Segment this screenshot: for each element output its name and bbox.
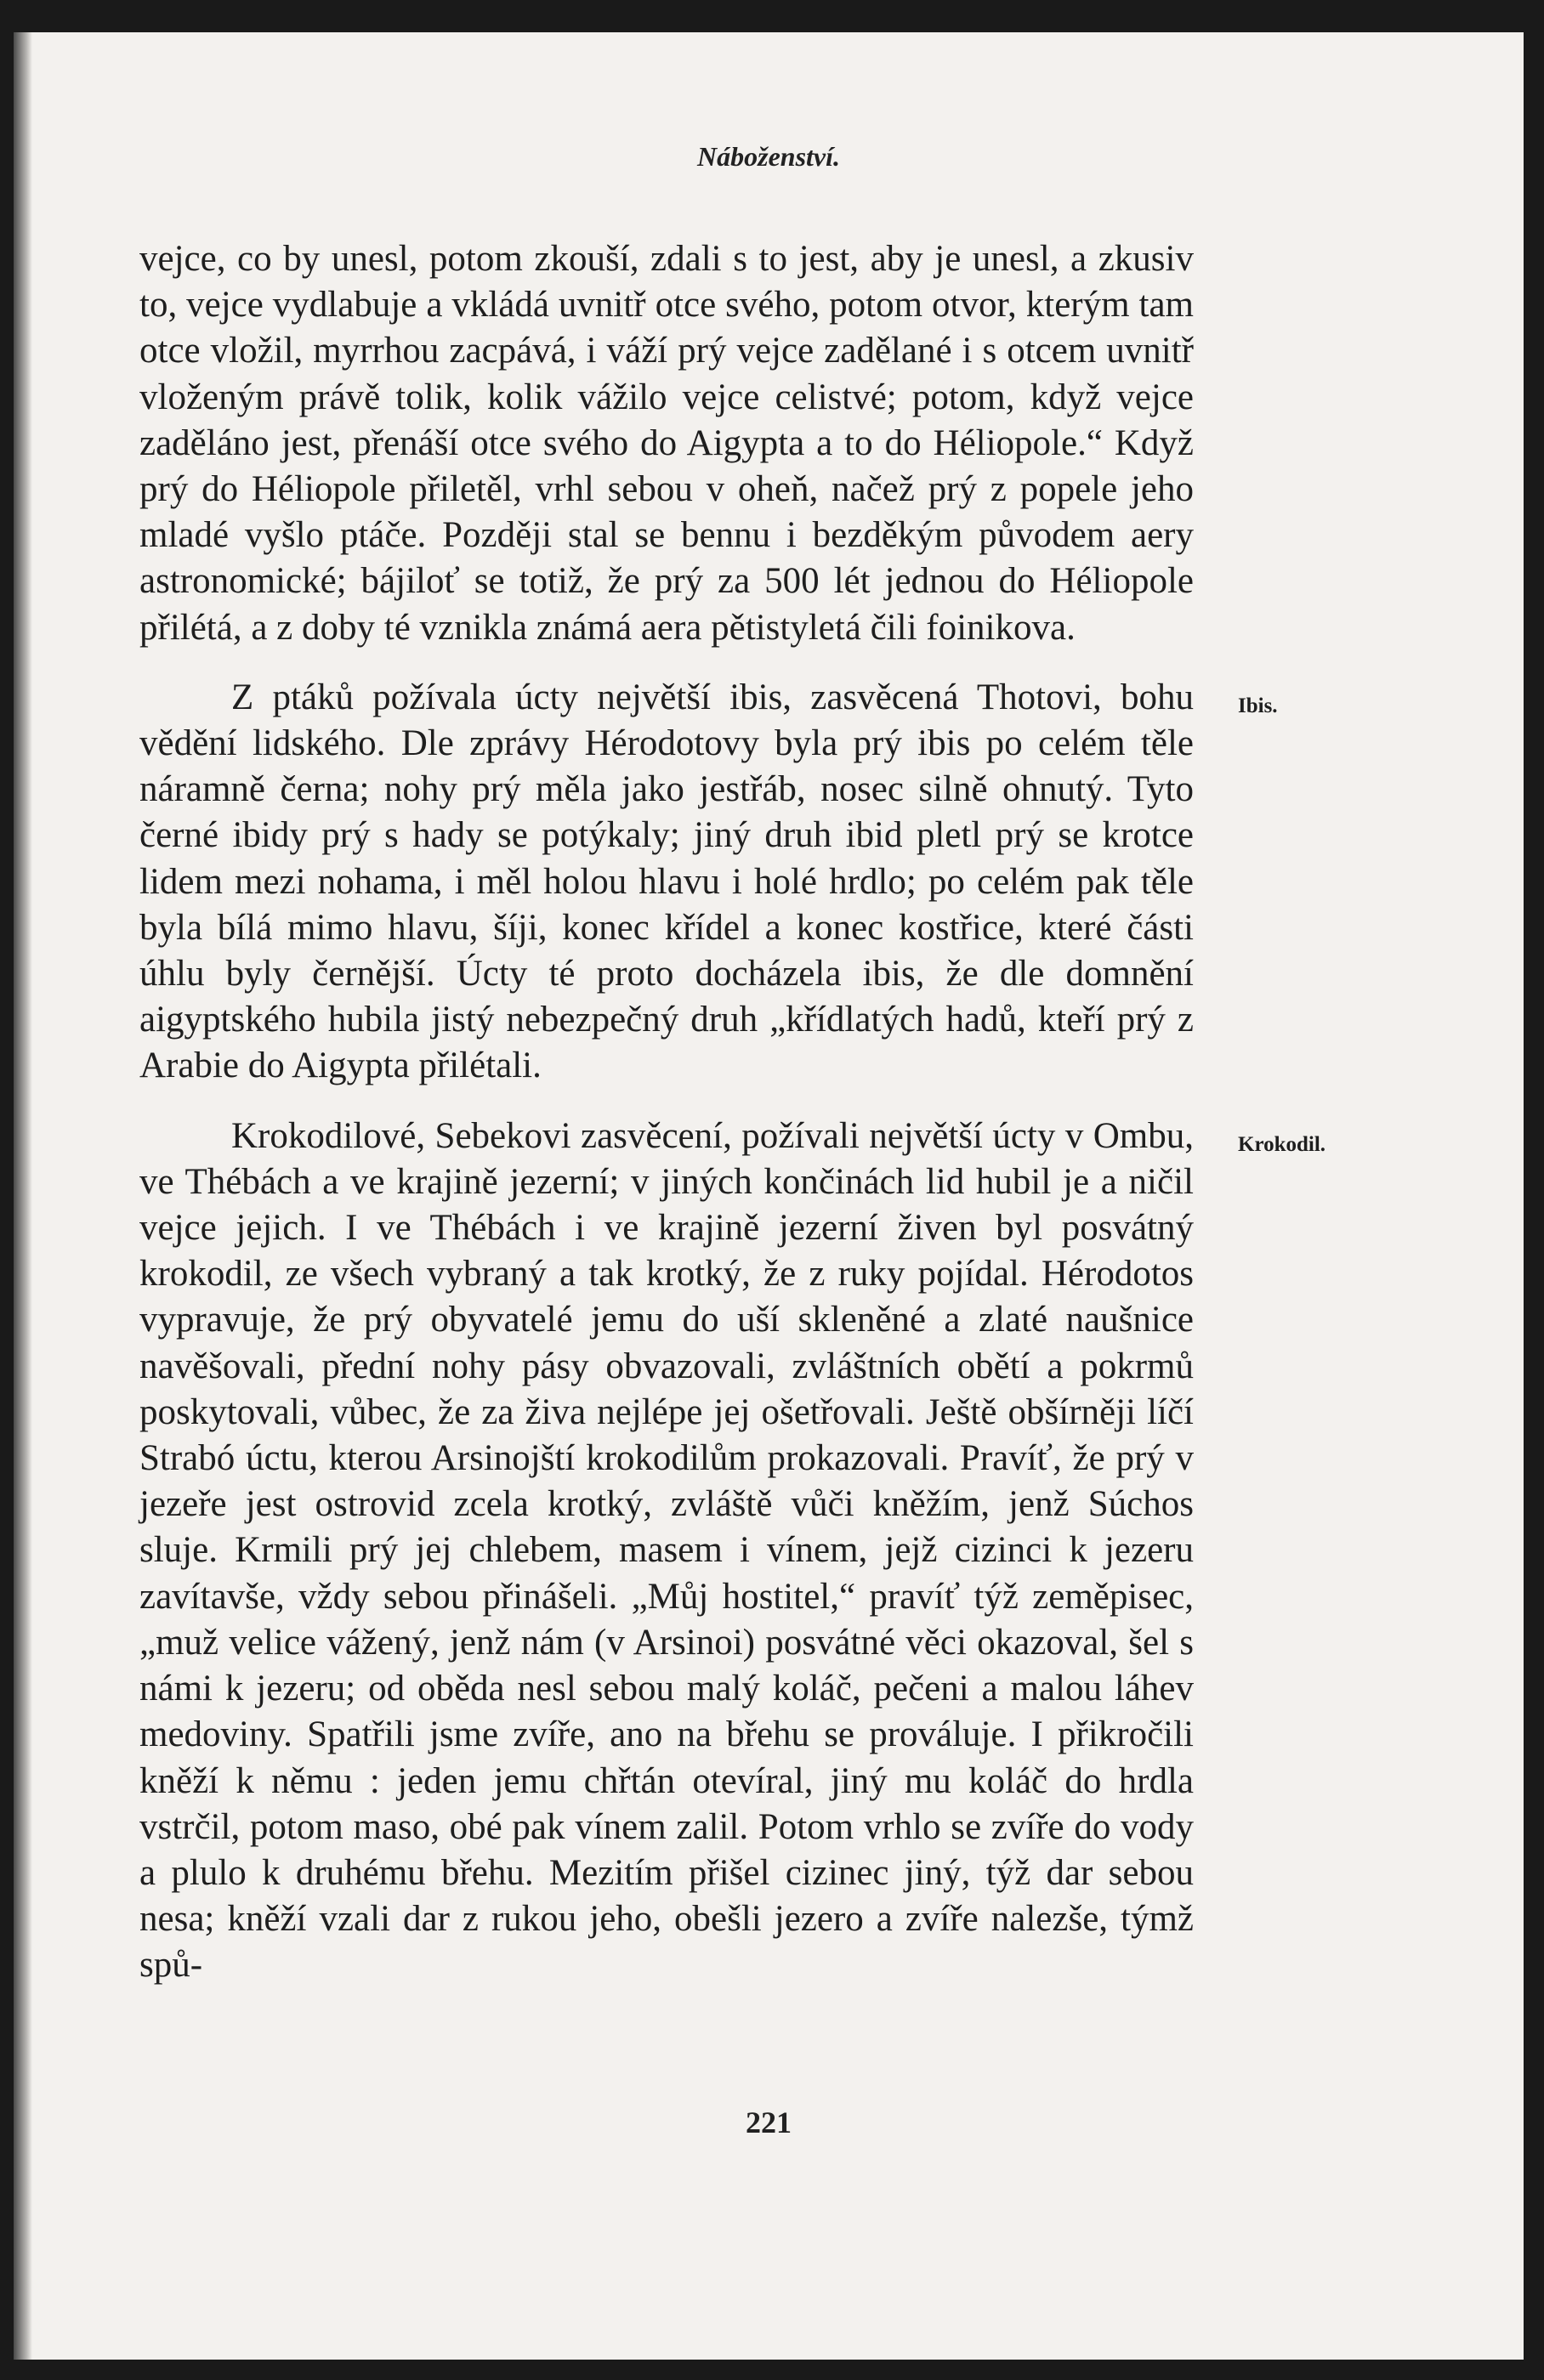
paragraph-block — [139, 236, 1194, 651]
sidenote-ibis: Ibis. — [1238, 694, 1278, 717]
sidenote-krokodil: Krokodil. — [1238, 1132, 1326, 1156]
page-gutter-shadow — [14, 32, 32, 2360]
book-page — [14, 32, 1524, 2360]
paragraph-block — [139, 675, 1278, 1090]
paragraph-block — [139, 1114, 1326, 1989]
paragraph-2: Z ptáků požívala úcty největší ibis, zasvěcená Thotovi, bohu vědění lidského. Dle zprávy Hérodotovy byla prý ibis po celém těle náramně černa; nohy prý měla jako jestřáb, nosec silně ohnutý. Tyto černé ibidy prý s hady se potýkaly; jiný druh ibid pletl prý se krotce lidem mezi nohama, i měl holou hlavu i holé hrdlo; po celém pak těle byla bílá mimo hlavu, šíji, konec křídel a konec kostřice, které části úhlu byly černější. Úcty té proto docházela ibis, že dle domnění aigyptského hubila jistý nebezpečný druh „křídlatých hadů, kteří prý z Arabie do Aigypta přilétali. — [139, 677, 1194, 1086]
page-number: 221 — [746, 2105, 792, 2139]
paragraph-3: Krokodilové, Sebekovi zasvěcení, požívali největší úcty v Ombu, ve Thébách a ve krajině jezerní; v jiných končinách lid hubil je a ničil vejce jejich. I ve Thébách i ve krajině jezerní živen byl posvátný krokodil, ze všech vybraný a tak krotký, že z ruky pojídal. Hérodotos vypravuje, že prý obyvatelé jemu do uší skleněné a zlaté naušnice navěšovali, přední nohy pásy obvazovali, zvláštních obětí a pokrmů poskytovali, vůbec, že za živa nejlépe jej ošetřovali. Ještě obšírněji líčí Strabó úctu, kterou Arsinojští krokodilům prokazovali. Pravíť, že prý v jezeře jest ostrovid zcela krotký, zvláště vůči kněžím, jenž Súchos sluje. Krmili prý jej chlebem, masem i vínem, jejž cizinci k jezeru zavítavše, vždy sebou přinášeli. „Můj hostitel,“ pravíť týž zeměpisec, „muž velice vážený, jenž nám (v Arsinoi) posvátné věci okazoval, šel s námi k jezeru; od oběda nesl sebou malý koláč, pečeni a malou láhev medoviny. Spatřili jsme zvíře, ano na břehu se prováluje. I přikročili kněží k němu : jeden jemu chřtán otevíral, jiný mu koláč do hrdla vstrčil, potom maso, obé pak vínem zalil. Potom vrhlo se zvíře do vody a plulo k druhému břehu. Mezitím přišel cizinec jiný, týž dar sebou nesa; kněží vzali dar z rukou jeho, obešli jezero a zvíře nalezše, týmž spů- — [139, 1115, 1194, 1986]
running-head: Náboženství. — [697, 141, 840, 172]
text-block — [139, 236, 1326, 1989]
paragraph-1: vejce, co by unesl, potom zkouší, zdali s to jest, aby je unesl, a zkusiv to, vejce vydlabuje a vkládá uvnitř otce svého, potom otvor, kterým tam otce vložil, myrrhou zacpává, i váží prý vejce zadělané i s otcem uvnitř vloženým právě tolik, kolik vážilo vejce celistvé; potom, když vejce zaděláno jest, přenáší otce svého do Aigypta a to do Héliopole.“ Když prý do Héliopole přiletěl, vrhl sebou v oheň, načež prý z popele jeho mladé vyšlo ptáče. Později stal se bennu i bezděkým původem aery astronomické; bájiloť se totiž, že prý za 500 lét jednou do Héliopole přilétá, a z doby té vznikla známá aera pětistyletá čili foinikova. — [139, 239, 1194, 648]
